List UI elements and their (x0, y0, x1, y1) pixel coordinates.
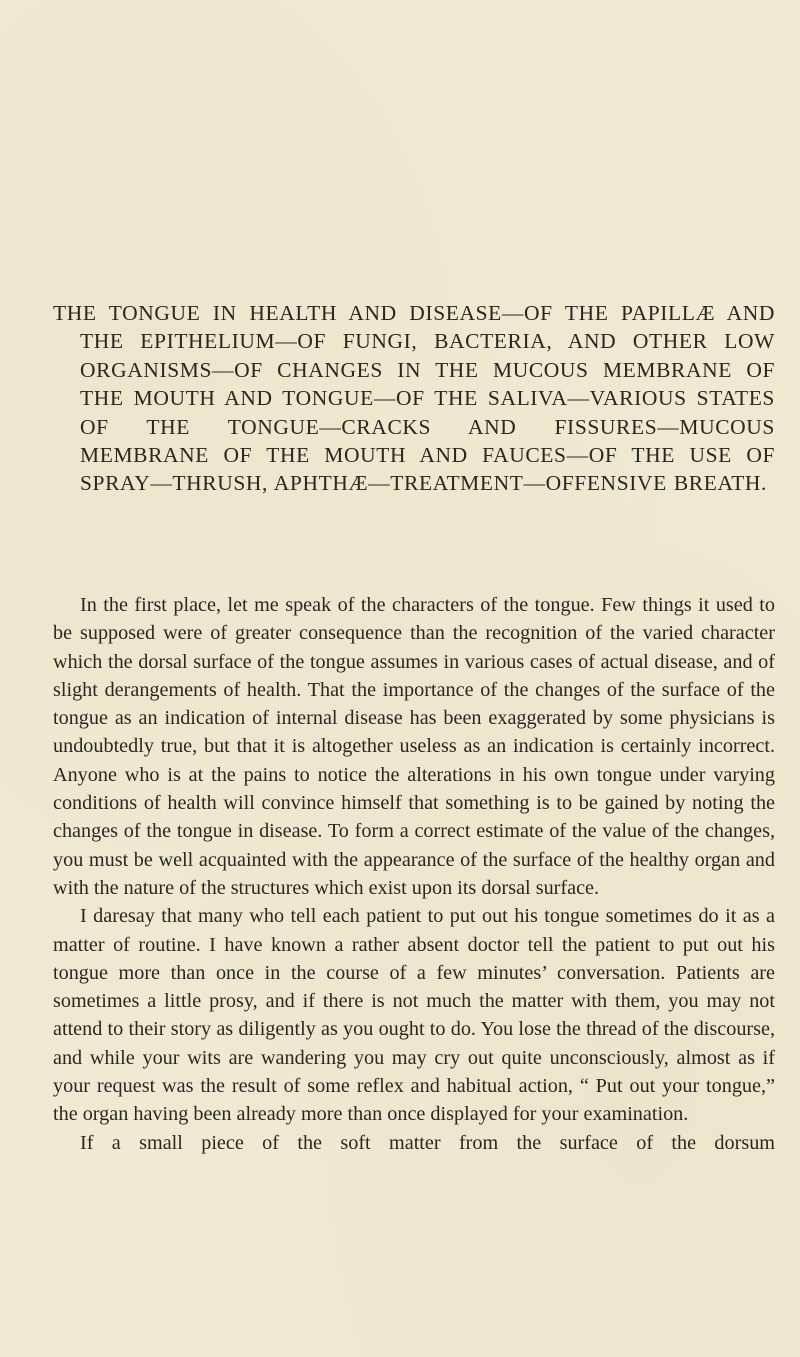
paragraph-1: In the first place, let me speak of the characters of the tongue. Few things it used to be supposed were of greater consequence than the recognition of the varied character which the dorsal surface of the tongue assumes in various cases of actual disease, and of slight derangements of health. That the importance of the changes of the surface of the tongue as an indication of internal disease has been exaggerated by some physicians is undoubtedly true, but that it is altogether useless as an indication is certainly incorrect. Anyone who is at the pains to notice the alterations in his own tongue under varying conditions of health will convince himself that something is to be gained by noting the changes of the tongue in disease. To form a correct estimate of the value of the changes, you must be well acquainted with the appearance of the surface of the healthy organ and with the nature of the structures which exist upon its dorsal surface. (53, 594, 775, 899)
chapter-summary: THE TONGUE IN HEALTH AND DISEASE—OF THE PAPILLÆ AND THE EPITHELIUM—OF FUNGI, BACTERIA, AND OTHER LOW ORGANISMS—OF CHANGES IN THE MUCOUS MEMBRANE OF THE MOUTH AND TONGUE—OF THE SALIVA—VARIOUS STATES OF THE TONGUE—CRACKS AND FISSURES—MUCOUS MEMBRANE OF THE MOUTH AND FAUCES—OF THE USE OF SPRAY—THRUSH, APHTHÆ—TREATMENT—OFFENSIVE BREATH. (53, 301, 775, 496)
paragraph-3: If a small piece of the soft matter from the surface of the dorsum (80, 1131, 775, 1154)
body-text (53, 591, 775, 1157)
paragraph-2: I daresay that many who tell each patient to put out his tongue sometimes do it as a matter of routine. I have known a rather absent doctor tell the patient to put out his tongue more than once in the course of a few minutes’ conversation. Patients are sometimes a little prosy, and if there is not much the matter with them, you may not attend to their story as diligently as you ought to do. You lose the thread of the discourse, and while your wits are wandering you may cry out quite unconsciously, almost as if your request was the result of some reflex and habitual action, “ Put out your tongue,” the organ having been already more than once displayed for your examination. (53, 905, 775, 1126)
